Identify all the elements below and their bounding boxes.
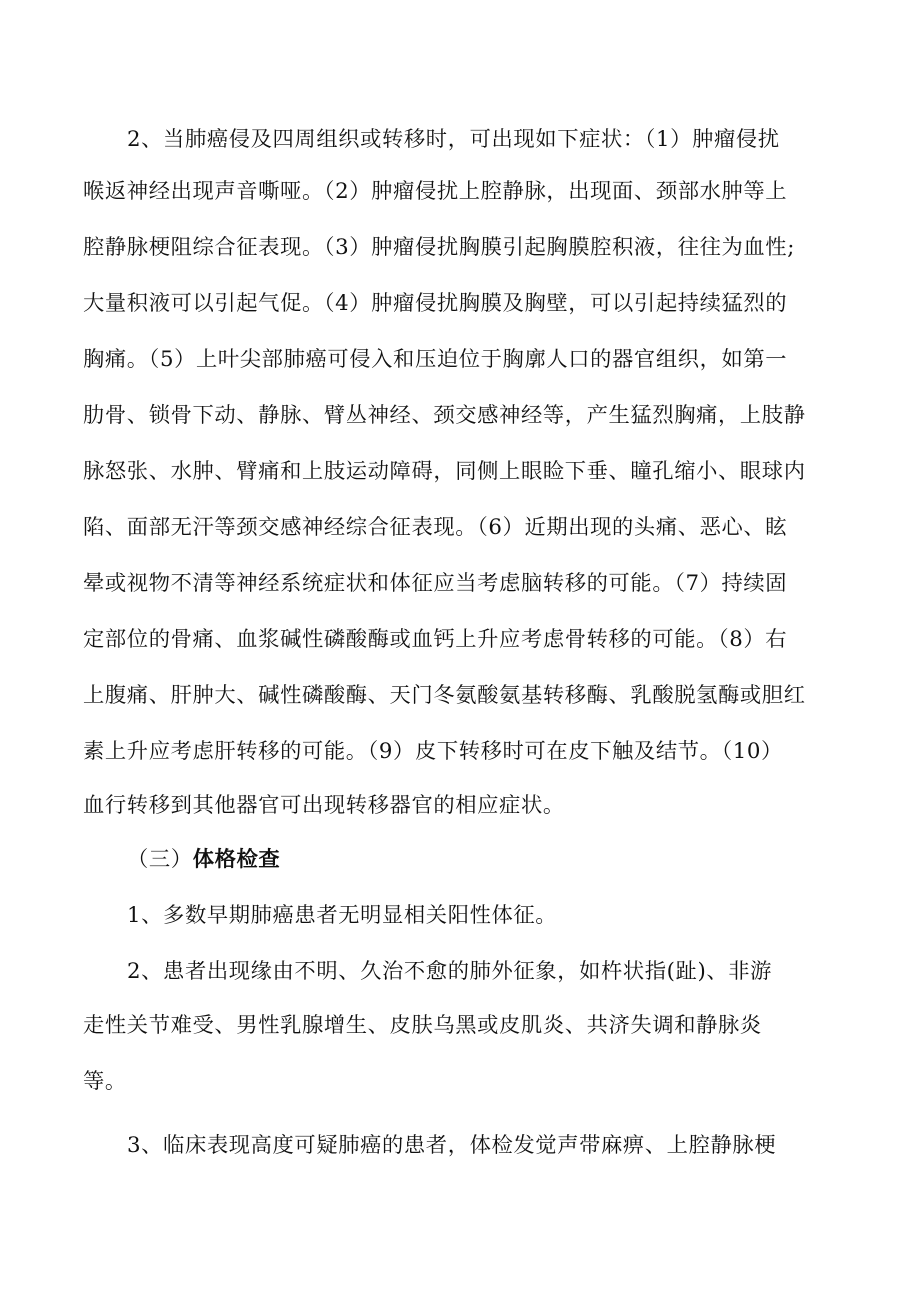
paragraph-line: 2、当肺癌侵及四周组织或转移时，可出现如下症状：（1）肿瘤侵扰: [127, 127, 780, 152]
paragraph-line: 肋骨、锁骨下动、静脉、臂丛神经、颈交感神经等，产生猛烈胸痛，上肢静: [83, 403, 806, 428]
section-heading-prefix: （三）: [127, 847, 193, 872]
paragraph-line: 素上升应考虑肝转移的可能。（9）皮下转移时可在皮下触及结节。（10）: [83, 739, 783, 764]
section-heading-title: 体格检查: [192, 847, 281, 872]
paragraph-line: 晕或视物不清等神经系统症状和体征应当考虑脑转移的可能。（7）持续固: [83, 571, 788, 596]
paragraph-line: 大量积液可以引起气促。（4）肿瘤侵扰胸膜及胸壁，可以引起持续猛烈的: [83, 291, 788, 316]
paragraph-line: 血行转移到其他器官可出现转移器官的相应症状。: [83, 793, 565, 818]
item-2-line: 等。: [83, 1069, 127, 1094]
section-heading: [127, 845, 887, 875]
paragraph-line: 脉怒张、水肿、臂痛和上肢运动障碍，同侧上眼睑下垂、瞳孔缩小、眼球内: [83, 459, 806, 484]
item-1-line: 1、多数早期肺癌患者无明显相关阳性体征。: [127, 903, 558, 928]
paragraph-line: 胸痛。（5）上叶尖部肺癌可侵入和压迫位于胸廓人口的器官组织，如第一: [83, 347, 788, 372]
item-2-line: 走性关节难受、男性乳腺增生、皮肤乌黑或皮肌炎、共济失调和静脉炎: [83, 1013, 762, 1038]
paragraph-line: 陷、面部无汗等颈交感神经综合征表现。（6）近期出现的头痛、恶心、眩: [83, 515, 788, 540]
item-2-line: 2、患者出现缘由不明、久治不愈的肺外征象，如杵状指(趾)、非游: [127, 959, 773, 984]
item-3-line: 3、临床表现高度可疑肺癌的患者，体检发觉声带麻痹、上腔静脉梗: [127, 1133, 777, 1158]
paragraph-line: 腔静脉梗阻综合征表现。（3）肿瘤侵扰胸膜引起胸膜腔积液，往往为血性;: [83, 235, 795, 260]
paragraph-line: 定部位的骨痛、血浆碱性磷酸酶或血钙上升应考虑骨转移的可能。（8）右: [83, 627, 788, 652]
paragraph-line: 喉返神经出现声音嘶哑。（2）肿瘤侵扰上腔静脉，出现面、颈部水肿等上: [83, 179, 788, 204]
paragraph-line: 上腹痛、肝肿大、碱性磷酸酶、天门冬氨酸氨基转移酶、乳酸脱氢酶或胆红: [83, 683, 806, 708]
